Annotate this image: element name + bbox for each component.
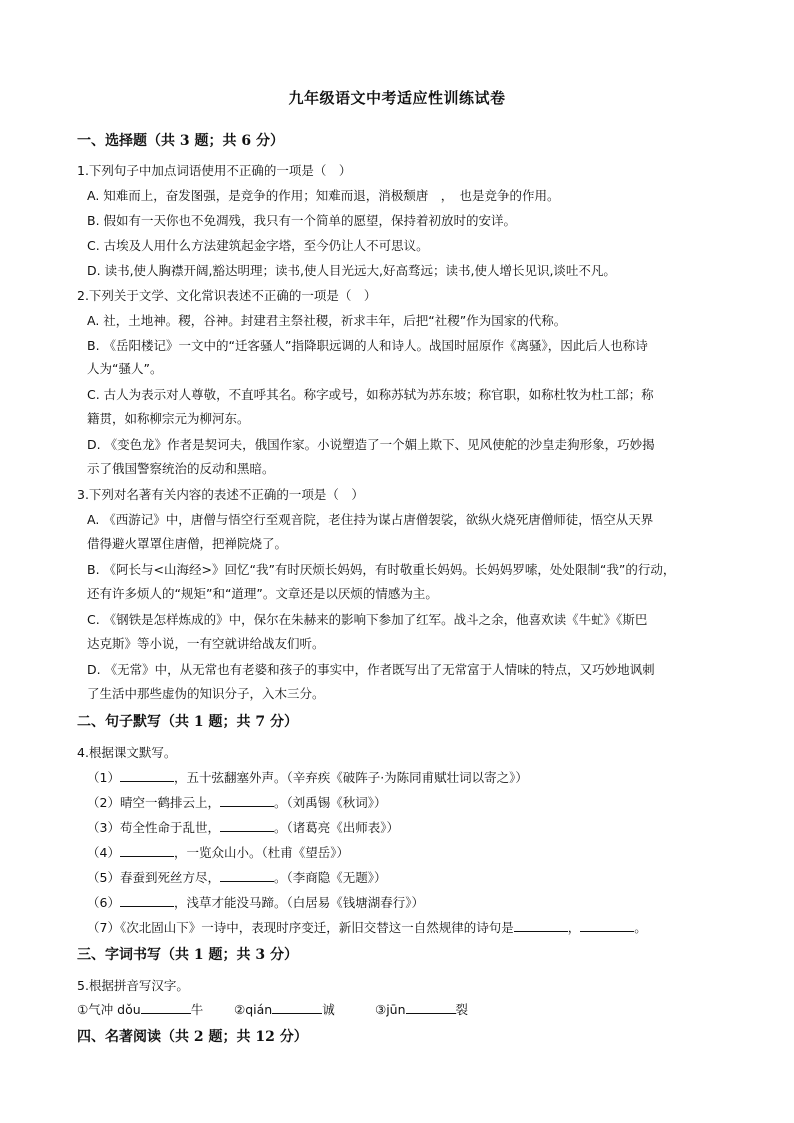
question-3-option-d-cont: 了生活中那些虚伪的知识分子，入木三分。 — [87, 686, 325, 701]
section-heading-choice: 一、选择题（共 3 题；共 6 分） — [77, 133, 284, 149]
recitation-item-4 — [87, 844, 349, 862]
item-number: （1） — [87, 770, 120, 785]
section-heading-classics: 四、名著阅读（共 2 题；共 12 分） — [77, 1029, 308, 1045]
pinyin-prompt: ③jūn — [375, 1002, 406, 1017]
item-prefix: （2）晴空一鹤排云上， — [87, 795, 220, 810]
item-text: 。（李商隐《无题》） — [273, 870, 387, 885]
section-heading-recitation: 二、句子默写（共 1 题；共 7 分） — [77, 714, 298, 730]
question-2-option-a: A. 社，土地神。稷，谷神。封建君主祭社稷，祈求丰年，后把“社稷”作为国家的代称。 — [87, 313, 567, 328]
pinyin-item-2 — [234, 1001, 335, 1019]
answer-blank[interactable] — [406, 1001, 456, 1014]
answer-blank[interactable] — [120, 844, 174, 857]
question-1-stem: 1.下列句子中加点词语使用不正确的一项是（ ） — [77, 163, 352, 178]
pinyin-suffix: 裂 — [455, 1002, 469, 1017]
question-2-option-d-cont: 示了俄国警察统治的反动和黑暗。 — [87, 461, 275, 476]
item-text: 。（刘禹锡《秋词》） — [273, 795, 387, 810]
question-3-stem: 3.下列对名著有关内容的表述不正确的一项是（ ） — [77, 487, 364, 502]
pinyin-suffix: 诚 — [322, 1002, 335, 1017]
answer-blank[interactable] — [220, 869, 274, 882]
question-1-option-a: A. 知难而上，奋发图强，是竞争的作用；知难而退，消极颓唐 ， 也是竞争的作用。 — [87, 188, 560, 203]
recitation-item-7 — [87, 919, 647, 937]
answer-blank[interactable] — [220, 794, 274, 807]
question-3-option-a-cont: 借得避火罩罩住唐僧，把禅院烧了。 — [87, 536, 288, 551]
item-separator: ， — [567, 920, 581, 935]
question-3-option-d: D. 《无常》中，从无常也有老婆和孩子的事实中，作者既写出了无常富于人情味的特点，又巧妙地讽刺 — [87, 662, 655, 677]
answer-blank[interactable] — [514, 919, 568, 932]
section-heading-writing: 三、字词书写（共 1 题；共 3 分） — [77, 947, 298, 963]
question-2-option-c: C. 古人为表示对人尊敬，不直呼其名。称字或号，如称苏轼为苏东坡；称官职，如称杜牧为杜工部；称 — [87, 387, 654, 402]
pinyin-suffix: 牛 — [190, 1002, 204, 1017]
item-end: 。 — [634, 920, 647, 935]
item-prefix: （5）春蚕到死丝方尽， — [87, 870, 220, 885]
question-4-stem: 4.根据课文默写。 — [77, 745, 177, 760]
item-text: 。（诸葛亮《出师表》） — [273, 820, 399, 835]
question-1-option-c: C. 古埃及人用什么方法建筑起金字塔，至今仍让人不可思议。 — [87, 238, 429, 253]
question-2-stem: 2.下列关于文学、文化常识表述不正确的一项是（ ） — [77, 288, 377, 303]
answer-blank[interactable] — [120, 894, 174, 907]
pinyin-prompt: ②qián — [234, 1002, 273, 1017]
page-title: 九年级语文中考适应性训练试卷 — [288, 89, 506, 107]
question-2-option-b-cont: 人为“骚人”。 — [87, 361, 163, 376]
question-1-option-d: D. 读书,使人胸襟开阔,豁达明理；读书,使人目光远大,好高骛远；读书,使人增长见识,谈吐不凡。 — [87, 263, 616, 278]
recitation-item-1 — [87, 769, 528, 787]
item-number: （6） — [87, 895, 120, 910]
answer-blank[interactable] — [580, 919, 634, 932]
answer-blank[interactable] — [141, 1001, 191, 1014]
pinyin-item-3 — [375, 1001, 468, 1019]
item-number: （4） — [87, 845, 120, 860]
question-3-option-c: C. 《钢铁是怎样炼成的》中，保尔在朱赫来的影响下参加了红军。战斗之余，他喜欢读《牛虻》《斯巴 — [87, 612, 648, 627]
pinyin-item-1 — [77, 1001, 203, 1019]
question-2-option-c-cont: 籍贯，如称柳宗元为柳河东。 — [87, 411, 250, 426]
question-3-option-c-cont: 达克斯》等小说，一有空就讲给战友们听。 — [87, 636, 325, 651]
recitation-item-5 — [87, 869, 386, 887]
answer-blank[interactable] — [220, 819, 274, 832]
item-text: ，一览众山小。（杜甫《望岳》） — [173, 845, 349, 860]
recitation-item-3 — [87, 819, 399, 837]
question-3-option-a: A. 《西游记》中，唐僧与悟空行至观音院，老住持为谋占唐僧袈裟，欲纵火烧死唐僧师徒，悟空从天界 — [87, 512, 654, 527]
question-5-stem: 5.根据拼音写汉字。 — [77, 978, 189, 993]
item-text: ，浅草才能没马蹄。（白居易《钱塘湖春行》） — [173, 895, 424, 910]
answer-blank[interactable] — [120, 769, 174, 782]
item-text: ，五十弦翻塞外声。（辛弃疾《破阵子·为陈同甫赋壮词以寄之》） — [173, 770, 528, 785]
recitation-item-6 — [87, 894, 424, 912]
pinyin-prompt: ①气冲 dǒu — [77, 1002, 141, 1017]
recitation-item-2 — [87, 794, 386, 812]
item-prefix: （7）《次北固山下》一诗中，表现时序变迁，新旧交替这一自然规律的诗句是 — [87, 920, 514, 935]
question-1-option-b: B. 假如有一天你也不免凋残，我只有一个简单的愿望，保持着初放时的安详。 — [87, 213, 517, 228]
answer-blank[interactable] — [272, 1001, 322, 1014]
item-prefix: （3）苟全性命于乱世， — [87, 820, 220, 835]
question-3-option-b: B. 《阿长与<山海经>》回忆“我”有时厌烦长妈妈，有时敬重长妈妈。长妈妈罗嗦，处处限制“我”的行动， — [87, 562, 676, 577]
question-2-option-d: D. 《变色龙》作者是契诃夫，俄国作家。小说塑造了一个媚上欺下、见风使舵的沙皇走狗形象，巧妙揭 — [87, 437, 655, 452]
question-2-option-b: B. 《岳阳楼记》一文中的“迁客骚人”指降职远调的人和诗人。战国时屈原作《离骚》，因此后人也称诗 — [87, 338, 648, 353]
question-3-option-b-cont: 还有许多烦人的“规矩”和“道理”。文章还是以厌烦的情感为主。 — [87, 586, 438, 601]
